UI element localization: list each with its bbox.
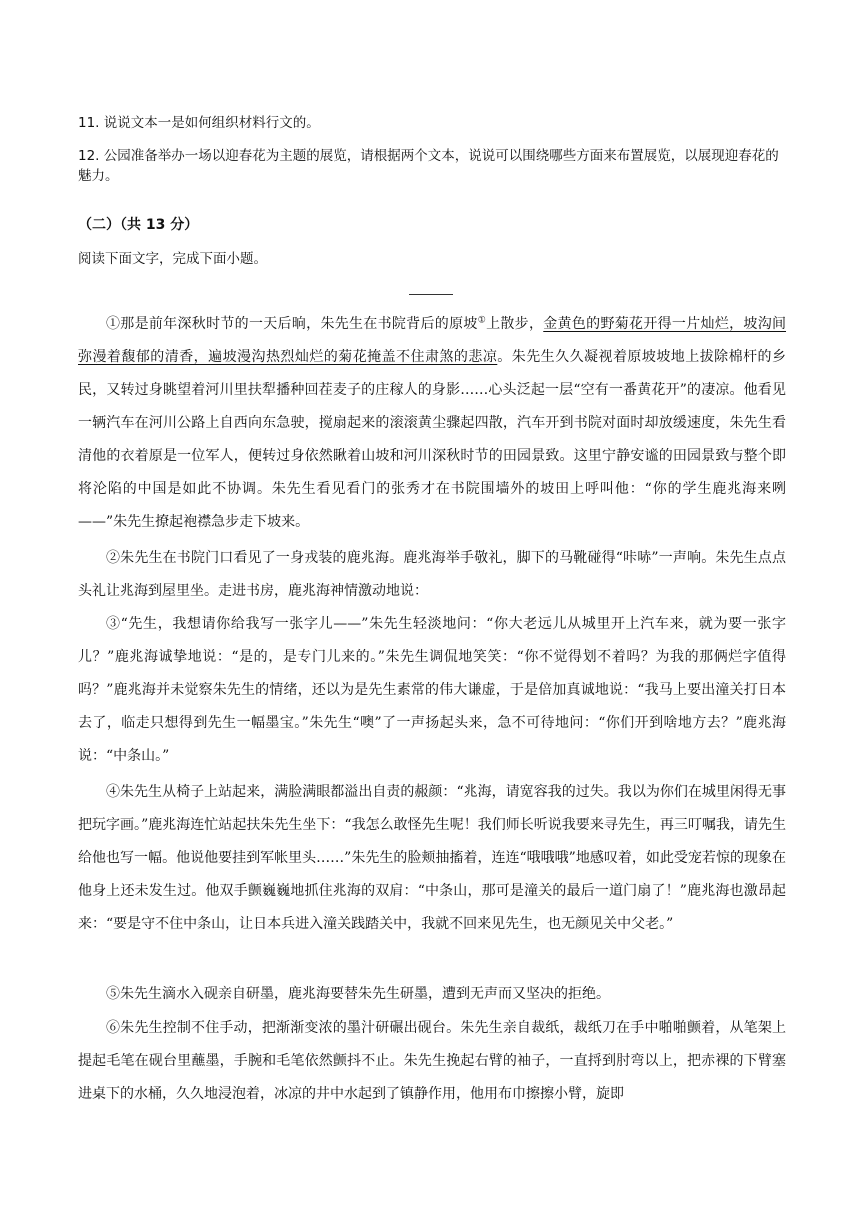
- paragraph-2: ②朱先生在书院门口看见了一身戎装的鹿兆海。鹿兆海举手敬礼，脚下的马靴碰得“咔哧”一声响。朱先生点点头礼让兆海到屋里坐。走进书房，鹿兆海神情激动地说：: [78, 550, 786, 599]
- question-number: 12.: [78, 148, 100, 164]
- paragraph-4: ④朱先生从椅子上站起来，满脸满眼都溢出自责的赧颜：“兆海，请宽容我的过失。我以为你们在城里闲得无事把玩字画。”鹿兆海连忙站起扶朱先生坐下：“我怎么敢怪先生呢！我们师长听说我要来寻先生，再三叮嘱我，请先生给他也写一幅。他说他要挂到军帐里头……”朱先生的脸颊抽搐着，连连“哦哦哦”地感叹着，如此受宠若惊的现象在他身上还未发生过。他双手颤巍巍地抓住兆海的双肩：“中条山，那可是潼关的最后一道门扇了！”鹿兆海也激昂起来：“要是守不住中条山，让日本兵进入潼关践踏关中，我就不回来见先生，也无颜见关中父老。”: [78, 784, 786, 932]
- reading-instruction: 阅读下面文字，完成下面小题。: [78, 251, 267, 267]
- title-divider: [409, 294, 453, 295]
- paragraph-5: ⑤朱先生滴水入砚亲自研墨，鹿兆海要替朱先生研墨，遭到无声而又坚决的拒绝。: [106, 986, 610, 1002]
- paragraph-1-lead: ①那是前年深秋时节的一天后晌，朱先生在书院背后的原坡: [106, 316, 478, 332]
- question-text: 说说文本一是如何组织材料行文的。: [103, 115, 320, 131]
- paragraph-1-mid: 上散步，: [486, 316, 544, 332]
- paragraph-6: ⑥朱先生控制不住手动，把渐渐变浓的墨汁研碾出砚台。朱先生亲自裁纸，裁纸刀在手中啪啪颤着，从笔架上提起毛笔在砚台里蘸墨，手腕和毛笔依然颤抖不止。朱先生挽起右臂的袖子，一直捋到肘弯以上，把赤裸的下臂塞进桌下的水桶，久久地浸泡着，冰凉的井中水起到了镇静作用，他用布巾擦擦小臂，旋即: [78, 1020, 786, 1102]
- paragraph-1: [78, 308, 786, 539]
- paragraph-1-rest: 。朱先生久久凝视着原坡坡地上拔除棉杆的乡民，又转过身眺望着河川里扶犁播种回茬麦子的庄稼人的身影……心头泛起一层“空有一番黄花开”的凄凉。他看见一辆汽车在河川公路上自西向东急驶，搅扇起来的滚滚黄尘骤起四散，汽车开到书院对面时却放缓速度，朱先生看清他的衣着原是一位军人，便转过身依然瞅着山坡和河川深秋时节的田园景致。这里宁静安谧的田园景致与整个即将沦陷的中国是如此不协调。朱先生看见看门的张秀才在书院围墙外的坡田上呼叫他：“你的学生鹿兆海来咧——”朱先生撩起袍襟急步走下坡来。: [78, 349, 787, 530]
- question-text: 公园准备举办一场以迎春花为主题的展览，请根据两个文本，说说可以围绕哪些方面来布置展览，以展现迎春花的魅力。: [78, 148, 779, 184]
- paragraph-3: ③“先生，我想请你给我写一张字儿——”朱先生轻淡地问：“你大老远儿从城里开上汽车来，就为要一张字儿？”鹿兆海诚挚地说：“是的，是专门儿来的。”朱先生调侃地笑笑：“你不觉得划不着吗？为我的那俩烂字值得吗？”鹿兆海并未觉察朱先生的情绪，还以为是先生素常的伟大谦虚，于是倍加真诚地说：“我马上要出潼关打日本去了，临走只想得到先生一幅墨宝。”朱先生“噢”了一声扬起头来，急不可待地问：“你们开到啥地方去？”鹿兆海说：“中条山。”: [78, 616, 786, 764]
- footnote-marker: ①: [477, 315, 487, 326]
- question-number: 11.: [78, 115, 100, 131]
- underlined-sentence: 金黄色的野菊花开得一片灿烂，坡沟间弥漫着馥郁的清香，遍坡漫沟热烈灿烂的菊花掩盖不住肃煞的悲凉: [78, 316, 787, 365]
- question-12: [78, 146, 786, 186]
- section-title: （二）（共 13 分）: [78, 217, 199, 233]
- question-11: [78, 113, 320, 133]
